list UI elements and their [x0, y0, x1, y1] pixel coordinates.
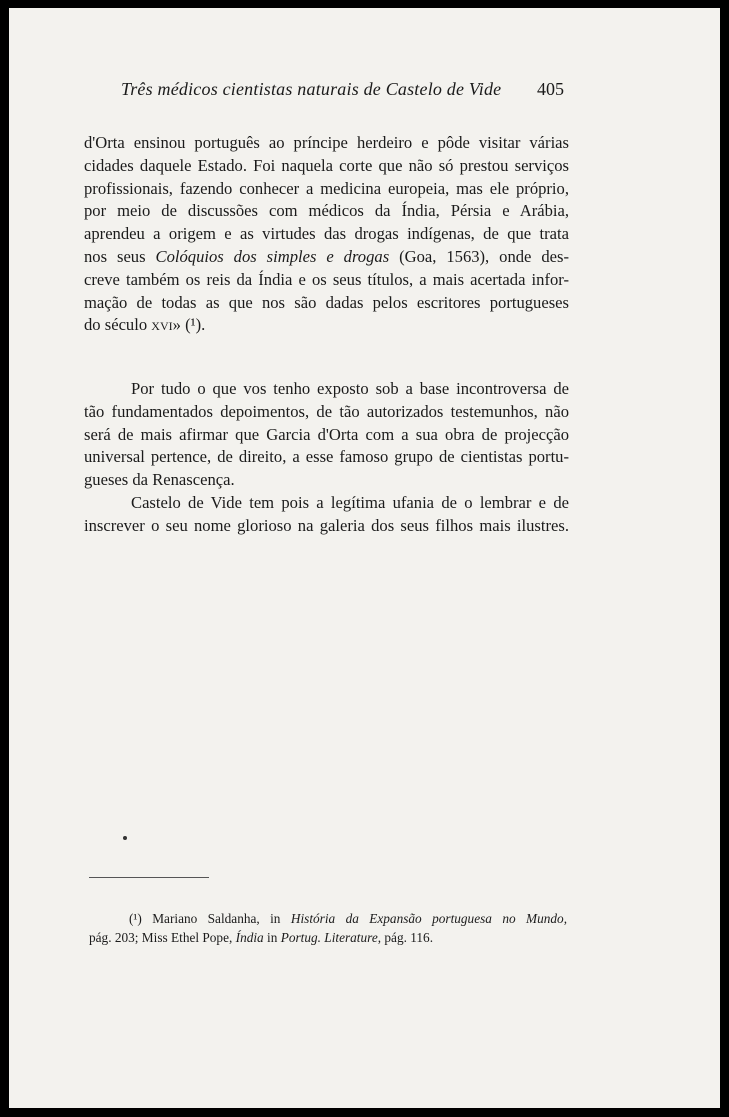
text-run: do século — [84, 315, 152, 335]
text-line: gueses da Renascença. — [84, 470, 235, 490]
text-line — [84, 246, 569, 269]
text-line: tão fundamentados depoimentos, de tão autorizados testemunhos, não — [84, 401, 569, 421]
text-line: universal pertence, de direito, a esse famoso grupo de cientistas portu- — [84, 447, 569, 467]
text-run: , pág. 116. — [377, 930, 434, 945]
book-page — [9, 8, 720, 1108]
text-run: pág. 203; Miss Ethel Pope, — [89, 930, 236, 945]
footnote-line — [89, 928, 567, 947]
text-line: mação de todas as que nos são dadas pelos escritores portugueses — [84, 292, 569, 312]
cited-title: História da Expansão portuguesa no Mundo — [290, 911, 564, 926]
text-line: creve também os reis da Índia e os seus títulos, a mais acertada infor- — [84, 269, 569, 289]
cited-title: Índia — [235, 930, 264, 945]
text-line — [84, 314, 569, 337]
book-title: Colóquios dos simples e drogas — [155, 246, 390, 266]
text-line: Por tudo o que vos tenho exposto sob a base incontroversa de — [131, 379, 569, 398]
text-run: , — [563, 911, 568, 926]
paragraph-2 — [84, 378, 569, 538]
paragraph-1 — [84, 132, 569, 337]
footnote-rule — [89, 877, 209, 878]
running-head — [113, 76, 564, 102]
footnote-line — [89, 909, 567, 928]
century-numeral: xvi — [151, 315, 173, 335]
text-run: in — [263, 930, 281, 945]
text-line: aprendeu a origem e as virtudes das drogas indígenas, de que trata — [84, 224, 569, 244]
text-line: inscrever o seu nome glorioso na galeria dos seus filhos mais ilustres. — [84, 515, 569, 535]
ink-speck — [123, 836, 127, 840]
text-run: (Goa, 1563), onde des- — [389, 246, 569, 266]
text-line: profissionais, fazendo conhecer a medicina europeia, mas ele próprio, — [84, 178, 569, 198]
page-number: 405 — [537, 79, 564, 99]
text-run: nos seus — [84, 246, 156, 266]
text-line: será de mais afirmar que Garcia d'Orta com a sua obra de projecção — [84, 424, 569, 444]
text-run: » (¹). — [172, 315, 206, 335]
text-line: cidades daquele Estado. Foi naquela corte que não só prestou serviços — [84, 155, 569, 175]
running-title: Três médicos cientistas naturais de Castelo de Vide — [121, 79, 502, 99]
cited-title: Portug. Literature — [280, 930, 378, 945]
text-line: d'Orta ensinou português ao príncipe herdeiro e pôde visitar várias — [84, 133, 569, 152]
footnote — [89, 909, 567, 947]
text-run: (¹) Mariano Saldanha, in — [129, 911, 291, 926]
text-line: por meio de discussões com médicos da Índia, Pérsia e Arábia, — [84, 201, 569, 221]
text-line: Castelo de Vide tem pois a legítima ufania de o lembrar e de — [131, 492, 569, 512]
